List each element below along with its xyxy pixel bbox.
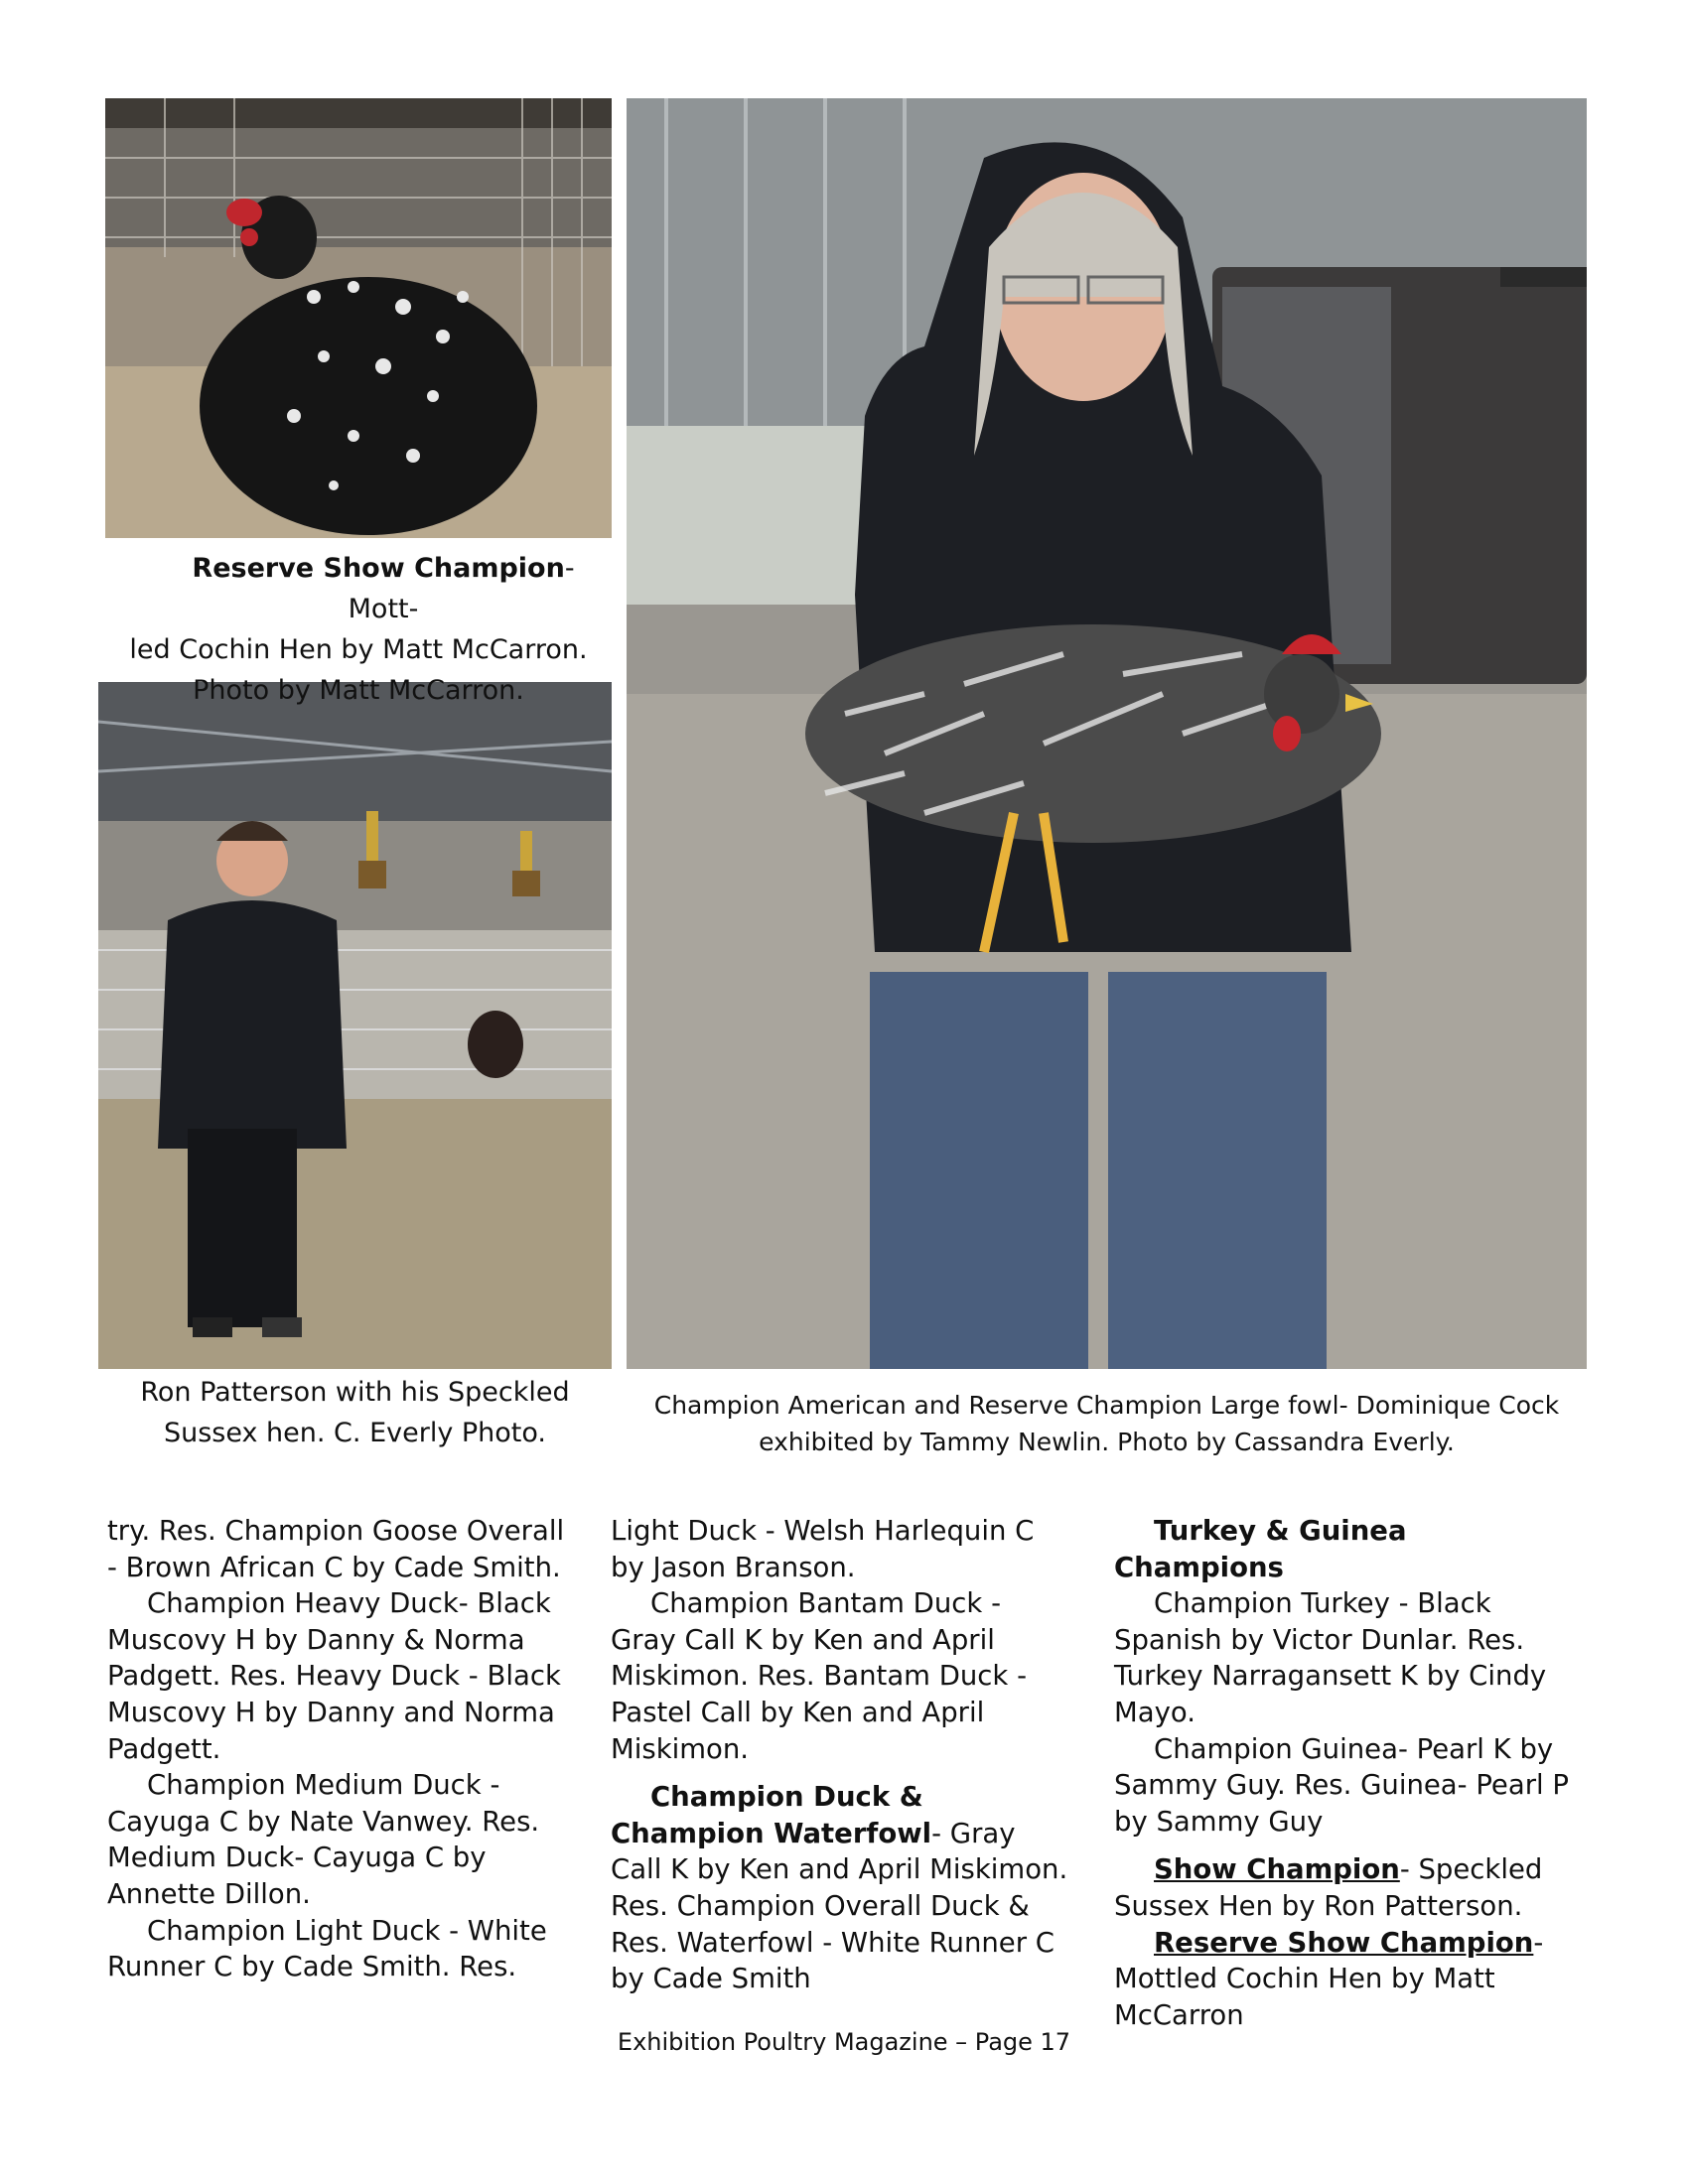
- section-heading: Turkey & Guinea Champions: [1114, 1515, 1407, 1583]
- article-text: - Gray Call K by Ken and April Miskimon. Res. Champion Overall Duck & Res. Waterfowl - White Runner C by Cade Smith: [611, 1817, 1068, 1995]
- article-text: - Speckled Sussex Hen by Ron Patterson.: [1114, 1853, 1543, 1922]
- section-heading: Champion Duck & Champion Waterfowl: [611, 1781, 932, 1849]
- reserve-show-champion-label: Reserve Show Champion: [1154, 1926, 1534, 1959]
- show-champion-label: Show Champion: [1154, 1853, 1400, 1886]
- cochin-hen-photo: [105, 98, 612, 538]
- caption-text: led Cochin Hen by Matt McCarron.: [129, 634, 588, 665]
- article-paragraph: Light Duck - Welsh Harlequin C by Jason Branson.: [611, 1515, 1035, 1583]
- article-paragraph: Champion Turkey - Black Spanish by Victor Dunlar. Res. Turkey Narragansett K by Cindy Mayo.: [1114, 1587, 1547, 1728]
- article-column-middle: [611, 1513, 1069, 1997]
- ron-patterson-photo: [98, 682, 612, 1369]
- tammy-newlin-photo: [627, 98, 1587, 1369]
- article-paragraph: [1114, 1851, 1573, 1924]
- reserve-champion-caption: [105, 548, 612, 711]
- caption-text: Ron Patterson with his Speckled: [140, 1377, 570, 1408]
- article-paragraph: try. Res. Champion Goose Overall - Brown African C by Cade Smith.: [107, 1515, 565, 1583]
- ron-patterson-caption: [98, 1372, 612, 1453]
- article-text: - Mottled Cochin Hen by Matt McCarron: [1114, 1926, 1544, 2031]
- caption-text: - Mott-: [348, 553, 575, 624]
- article-paragraph: [611, 1779, 1069, 1997]
- caption-text: Photo by Matt McCarron.: [193, 675, 524, 706]
- caption-text: exhibited by Tammy Newlin. Photo by Cassandra Everly.: [759, 1428, 1455, 1456]
- article-paragraph: Champion Bantam Duck - Gray Call K by Ken and April Miskimon. Res. Bantam Duck - Pastel Call by Ken and April Miskimon.: [611, 1587, 1028, 1765]
- article-column-left: [107, 1513, 566, 1985]
- article-paragraph: Champion Heavy Duck- Black Muscovy H by Danny & Norma Padgett. Res. Heavy Duck - Black Muscovy H by Danny and Norma Padgett.: [107, 1587, 561, 1765]
- page-footer: Exhibition Poultry Magazine – Page 17: [617, 2028, 1071, 2056]
- article-paragraph: Champion Guinea- Pearl K by Sammy Guy. Res. Guinea- Pearl P by Sammy Guy: [1114, 1732, 1569, 1838]
- article-paragraph: Champion Light Duck - White Runner C by Cade Smith. Res.: [107, 1914, 547, 1983]
- caption-text: Sussex hen. C. Everly Photo.: [163, 1418, 547, 1448]
- caption-bold-title: Reserve Show Champion: [192, 553, 565, 584]
- article-paragraph: [1114, 1925, 1573, 2034]
- article-paragraph: Champion Medium Duck - Cayuga C by Nate Vanwey. Res. Medium Duck- Cayuga C by Annette Dillon.: [107, 1769, 540, 1910]
- article-column-right: [1114, 1513, 1573, 2033]
- caption-text: Champion American and Reserve Champion Large fowl- Dominique Cock: [653, 1391, 1560, 1420]
- champion-american-caption: [627, 1387, 1587, 1460]
